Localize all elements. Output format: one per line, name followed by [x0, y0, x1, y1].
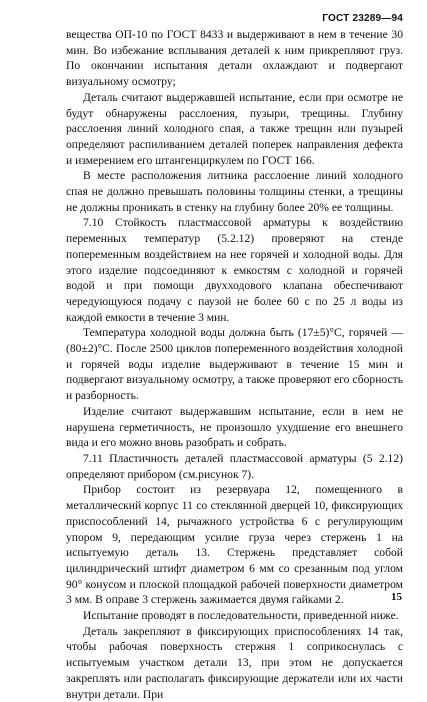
paragraph: Деталь считают выдержавшей испытание, если при осмотре не будут обнаружены расслоения, пузыри, трещины. Глубину расслоения линий холодного спая, а также трещин или пузырей определяют распиливанием деталей поперек направления дефекта и измерением его штангенциркулем по ГОСТ 166. — [66, 90, 403, 167]
paragraph: 7.10 Стойкость пластмассовой арматуры к воздействию переменных температур (5.2.12) проверяют на стенде попеременным воздействием на нее горячей и холодной воды. Для этого изделие подсоединяют к емкостям с холодной и горячей водой и при помощи двухходового клапана обеспечивают чередующуюся подачу с паузой не более 60 с по 25 л воды из каждой емкости в течение 3 мин. — [66, 216, 403, 324]
paragraph: Температура холодной воды должна быть (17±5)°С, горячей — (80±2)°С. После 2500 циклов попеременного воздействия холодной и горячей воды изделие выдерживают в течение 15 мин и подвергают визуальному осмотру, а также проверяют его сборность и разборность. — [66, 326, 403, 403]
paragraph: Деталь закрепляют в фиксирующих приспособлениях 14 так, чтобы рабочая поверхность стержня 1 соприкоснулась с испытуемым участком детали 13, при этом не допускается закреплять или располагать фиксирующие держатели или их части внутри детали. При — [66, 624, 403, 701]
page-number: 15 — [391, 591, 402, 603]
paragraph: вещества ОП-10 по ГОСТ 8433 и выдерживают в нем в течение 30 мин. Во избежание всплывания деталей к ним прикрепляют груз. По окончании испытания детали охлаждают и подвергают визуальному осмотру; — [66, 28, 403, 89]
paragraph: 7.11 Пластичность деталей пластмассовой арматуры (5 2.12) определяют прибором (см.рисунок 7). — [66, 451, 403, 481]
paragraph: Испытание проводят в последовательности, приведенной ниже. — [83, 609, 399, 623]
body-text — [66, 27, 403, 702]
paragraph: Изделие считают выдержавшим испытание, если в нем не нарушена герметичность, не произошло ухудшение его внешнего вида и его можно вновь разобрать и собрать. — [66, 404, 403, 450]
document-code: ГОСТ 23289—94 — [322, 13, 403, 24]
paragraph: В месте расположения литника расслоение линий холодного спая не должно превышать половины толщины стенки, а трещины не должны проникать в стенку на глубину более 20% ее толщины. — [66, 169, 403, 214]
paragraph: Прибор состоит из резервуара 12, помещенного в металлический корпус 11 со стеклянной дверцей 10, фиксирующих приспособлений 14, рычажного устройства 6 с регулирующим упором 9, передающим усилие груза через стержень 1 на испытуемую деталь 13. Стержень представляет собой цилиндрический штифт диаметром 6 мм со срезанным под углом 90° конусом и плоской площадкой рабочей поверхности диаметром 3 мм. В оправе 3 стержень зажимается двумя гайками 2. — [66, 483, 403, 607]
